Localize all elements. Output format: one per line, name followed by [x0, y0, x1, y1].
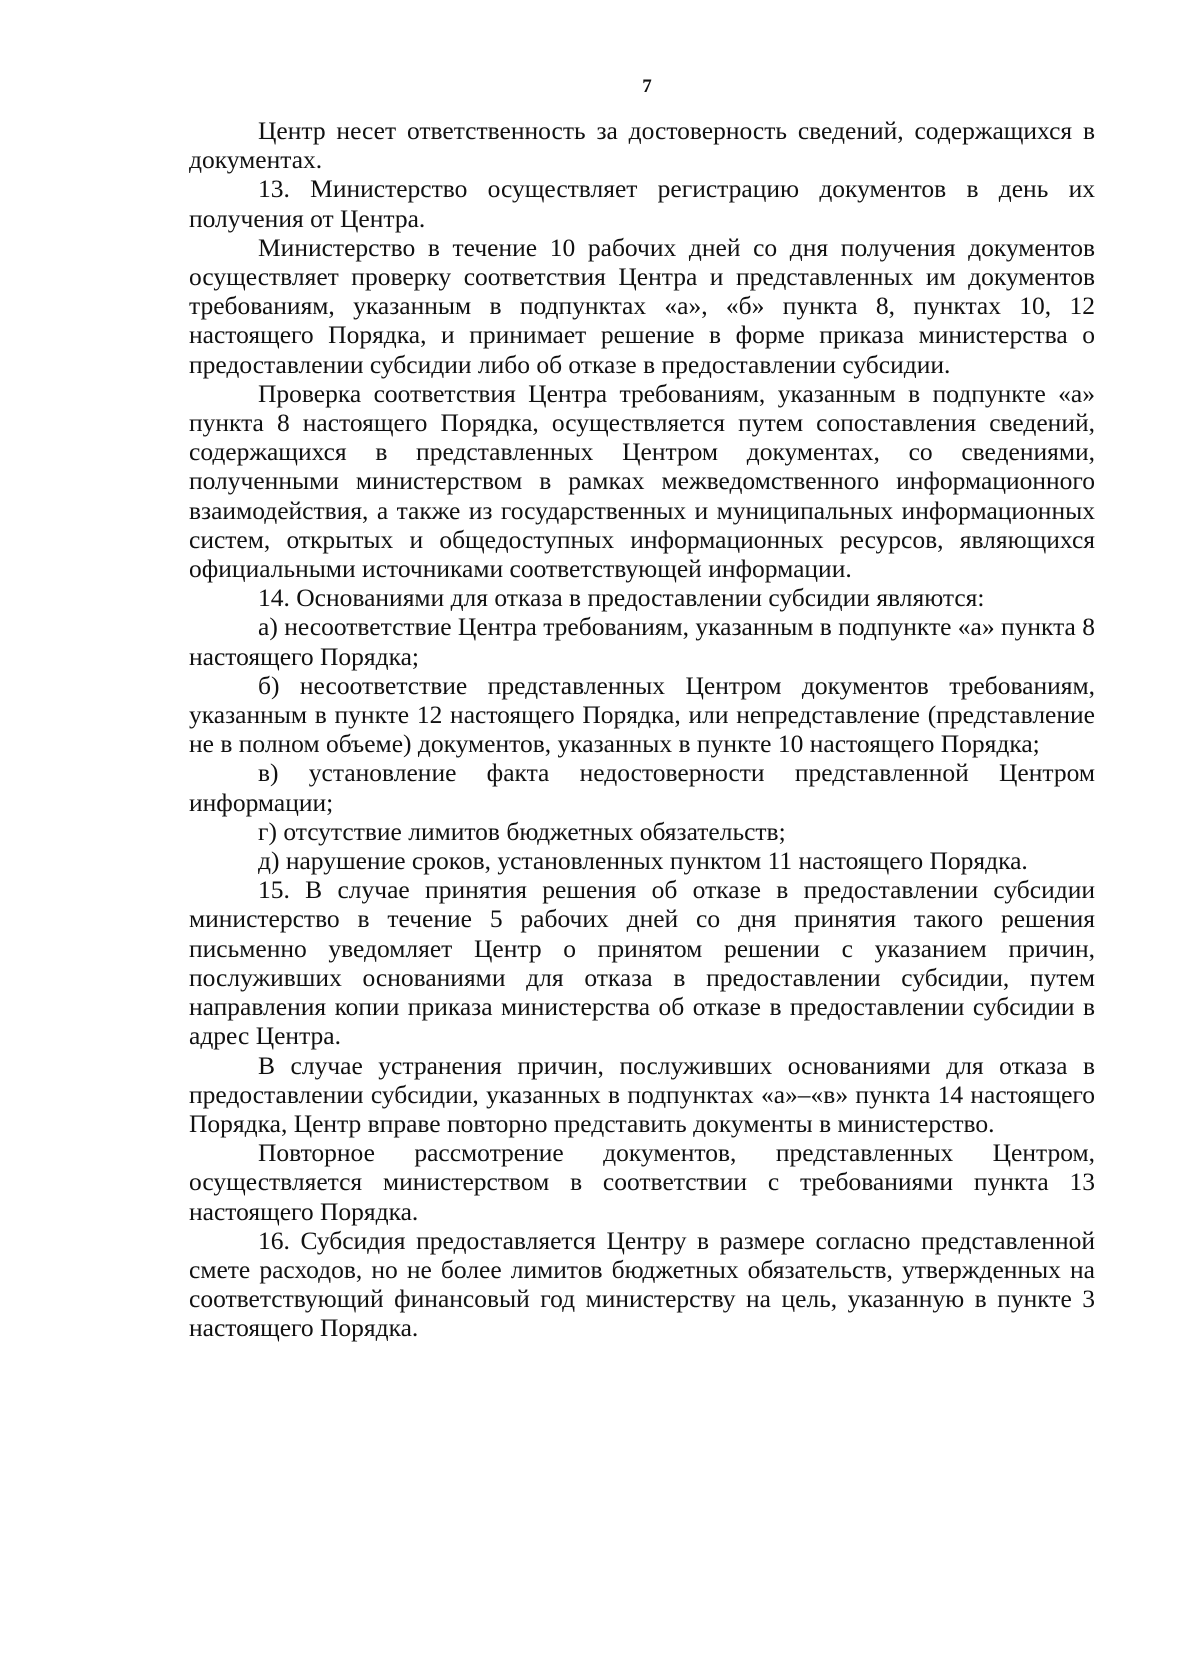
paragraph-14-grounds: 14. Основаниями для отказа в предоставлении субсидии являются:	[258, 583, 985, 613]
paragraph-14-item-a: а) несоответствие Центра требованиям, указанным в подпункте «а» пункта 8 настоящего Порядка;	[189, 612, 1095, 671]
paragraph-14-item-v: в) установление факта недостоверности представленной Центром информации;	[189, 758, 1095, 817]
paragraph-13-check-procedure: Проверка соответствия Центра требованиям, указанным в подпункте «а» пункта 8 настоящего Порядка, осуществляется путем сопоставления сведений, содержащихся в представленных Центром документах, со сведениями, полученными министерством в рамках межведомственного информационного взаимодействия, а также из государственных и муниципальных информационных систем, открытых и общедоступных информационных ресурсов, являющихся официальными источниками соответствующей информации.	[189, 378, 1095, 584]
paragraph-13-verification: Министерство в течение 10 рабочих дней со дня получения документов осуществляет проверку соответствия Центра и представленных им документов требованиям, указанным в подпунктах «а», «б» пункта 8, пунктах 10, 12 настоящего Порядка, и принимает решение в форме приказа министерства о предоставлении субсидии либо об отказе в предоставлении субсидии.	[189, 232, 1095, 379]
paragraph-16-subsidy-amount: 16. Субсидия предоставляется Центру в размере согласно представленной смете расходов, но не более лимитов бюджетных обязательств, утвержденных на соответствующий финансовый год министерству на цель, указанную в пункте 3 настоящего Порядка.	[189, 1225, 1095, 1343]
paragraph-14-item-b: б) несоответствие представленных Центром документов требованиям, указанным в пункте 12 настоящего Порядка, или непредставление (представление не в полном объеме) документов, указанных в пункте 10 настоящего Порядка;	[189, 670, 1095, 759]
document-body	[189, 116, 1095, 1343]
paragraph-14-item-d: д) нарушение сроков, установленных пунктом 11 настоящего Порядка.	[258, 846, 1028, 876]
paragraph-15-reconsideration: Повторное рассмотрение документов, представленных Центром, осуществляется министерством в соответствии с требованиями пункта 13 настоящего Порядка.	[189, 1138, 1095, 1226]
paragraph-responsibility: Центр несет ответственность за достоверность сведений, содержащихся в документах.	[189, 116, 1095, 175]
paragraph-14-item-g: г) отсутствие лимитов бюджетных обязательств;	[258, 816, 786, 846]
paragraph-13-registration: 13. Министерство осуществляет регистрацию документов в день их получения от Центра.	[189, 174, 1095, 233]
page-number: 7	[642, 76, 652, 97]
paragraph-15-refusal-notice: 15. В случае принятия решения об отказе в предоставлении субсидии министерство в течение 5 рабочих дней со дня принятия такого решения письменно уведомляет Центр о принятом решении с указанием причин, послуживших основаниями для отказа в предоставлении субсидии, путем направления копии приказа министерства об отказе в предоставлении субсидии в адрес Центра.	[189, 875, 1095, 1051]
paragraph-15-resubmission: В случае устранения причин, послуживших основаниями для отказа в предоставлении субсидии, указанных в подпунктах «а»–«в» пункта 14 настоящего Порядка, Центр вправе повторно представить документы в министерство.	[189, 1050, 1095, 1138]
